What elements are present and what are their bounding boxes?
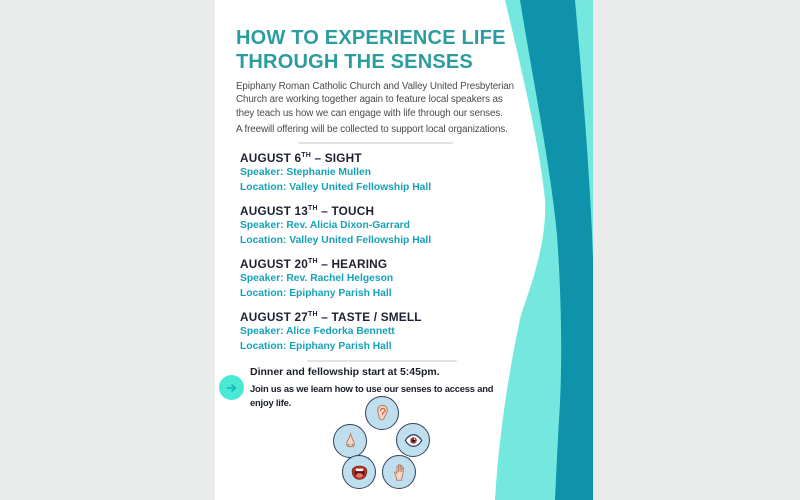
footer-dinner-note: Dinner and fellowship start at 5:45pm.	[250, 366, 440, 378]
event-heading	[240, 204, 431, 218]
page-title	[236, 26, 506, 74]
divider-top	[298, 142, 453, 144]
intro-line: they teach us how we can engage with life through our senses.	[236, 107, 503, 119]
page-title-line2: THROUGH THE SENSES	[236, 51, 473, 73]
event-location: Location: Valley United Fellowship Hall	[240, 181, 432, 193]
event-heading	[240, 151, 431, 165]
nose-icon	[333, 424, 367, 458]
event-date: AUGUST 13	[240, 204, 309, 218]
event-block-touch	[240, 204, 431, 248]
arrow-right-icon	[224, 380, 240, 396]
divider-bottom	[307, 360, 457, 362]
event-date: AUGUST 6	[240, 151, 302, 165]
event-location: Location: Epiphany Parish Hall	[240, 287, 392, 299]
nose-glyph	[339, 430, 362, 453]
event-sense: – TOUCH	[317, 204, 375, 218]
event-heading	[240, 257, 393, 271]
wave-decoration	[483, 0, 593, 500]
event-date: AUGUST 20	[240, 257, 309, 271]
footer-join-note-line2: enjoy life.	[250, 397, 292, 408]
event-heading	[240, 310, 422, 324]
hand-glyph	[388, 461, 411, 484]
event-speaker: Speaker: Rev. Rachel Helgeson	[240, 273, 394, 284]
event-sense: – TASTE / SMELL	[317, 310, 422, 324]
hand-icon	[382, 455, 416, 489]
eye-icon	[396, 423, 430, 457]
event-block-sight	[240, 151, 431, 195]
event-ordinal: TH	[301, 152, 311, 160]
ear-glyph	[371, 402, 394, 425]
mouth-icon	[342, 455, 376, 489]
intro-paragraph	[236, 80, 514, 120]
event-sense: – SIGHT	[310, 151, 362, 165]
footer-join-note-line1: Join us as we learn how to use our senses to access and	[250, 383, 494, 394]
event-speaker: Speaker: Alice Fedorka Bennett	[240, 326, 395, 337]
event-block-hearing	[240, 257, 393, 301]
event-speaker: Speaker: Stephanie Mullen	[240, 167, 372, 178]
page-title-line1: HOW TO EXPERIENCE LIFE	[236, 27, 506, 49]
intro-line: Church are working together again to feature local speakers as	[236, 94, 503, 106]
ear-icon	[365, 396, 399, 430]
offering-note: A freewill offering will be collected to support local organizations.	[236, 124, 508, 135]
intro-line: Epiphany Roman Catholic Church and Valley United Presbyterian	[236, 81, 514, 92]
event-location: Location: Valley United Fellowship Hall	[240, 234, 432, 246]
event-ordinal: TH	[308, 311, 318, 319]
event-speaker: Speaker: Rev. Alicia Dixon-Garrard	[240, 220, 410, 231]
event-date: AUGUST 27	[240, 310, 309, 324]
arrow-badge	[219, 375, 244, 400]
event-ordinal: TH	[308, 258, 318, 266]
event-location: Location: Epiphany Parish Hall	[240, 340, 392, 352]
mouth-glyph	[348, 461, 371, 484]
event-sense: – HEARING	[317, 257, 388, 271]
event-block-taste-smell	[240, 310, 422, 354]
flyer-document	[215, 0, 593, 500]
eye-glyph	[402, 429, 425, 452]
event-ordinal: TH	[308, 205, 318, 213]
